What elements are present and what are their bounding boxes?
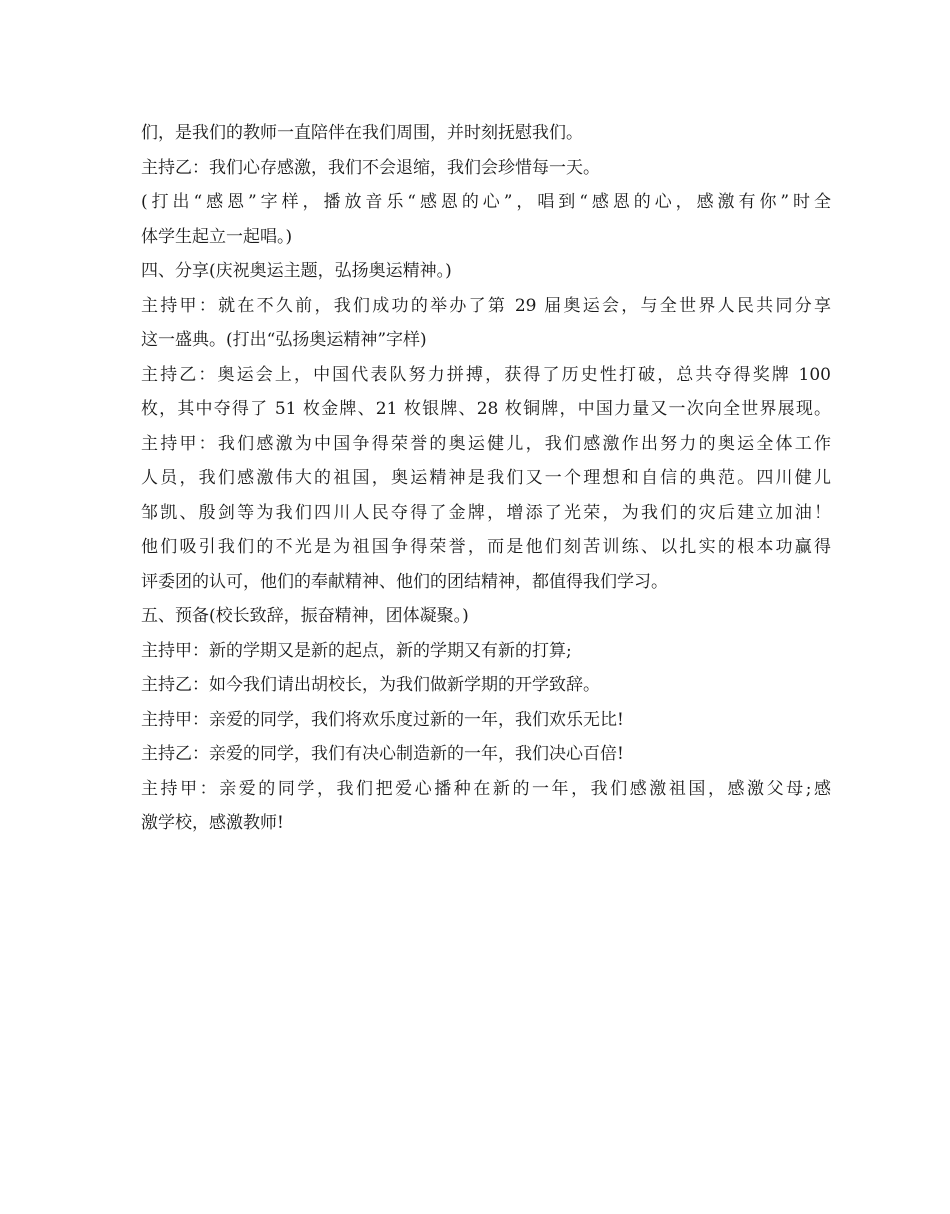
text-line: 主持乙：亲爱的同学，我们有决心制造新的一年，我们决心百倍! xyxy=(141,744,624,764)
text-line: 人员，我们感激伟大的祖国，奥运精神是我们又一个理想和自信的典范。四川健儿 xyxy=(141,468,831,488)
text-line: 主持甲：亲爱的同学，我们把爱心播种在新的一年，我们感激祖国，感激父母;感 xyxy=(141,778,831,799)
text-line: 主持甲：我们感激为中国争得荣誉的奥运健儿，我们感激作出努力的奥运全体工作 xyxy=(141,433,831,454)
text-line: 他们吸引我们的不光是为祖国争得荣誉，而是他们刻苦训练、以扎实的根本功赢得 xyxy=(141,537,831,557)
text-line: 激学校，感激教师! xyxy=(141,813,284,833)
section-heading: 四、分享(庆祝奥运主题，弘扬奥运精神。) xyxy=(141,261,452,281)
text-line: 体学生起立一起唱。) xyxy=(141,226,293,247)
text-line: 主持乙：我们心存感激，我们不会退缩，我们会珍惜每一天。 xyxy=(141,157,600,178)
text-line: 主持乙：如今我们请出胡校长，为我们做新学期的开学致辞。 xyxy=(141,675,600,695)
text-line: (打出“感恩”字样，播放音乐“感恩的心”，唱到“感恩的心，感激有你”时全 xyxy=(141,192,831,212)
text-line: 评委团的认可，他们的奉献精神、他们的团结精神，都值得我们学习。 xyxy=(141,571,668,592)
document-body xyxy=(141,116,831,841)
text-line: 这一盛典。(打出“弘扬奥运精神”字样) xyxy=(141,330,427,350)
text-line: 邹凯、殷剑等为我们四川人民夺得了金牌，增添了光荣，为我们的灾后建立加油！ xyxy=(141,502,831,523)
text-line: 主持乙：奥运会上，中国代表队努力拼搏，获得了历史性打破，总共夺得奖牌 100 xyxy=(141,364,831,385)
text-line: 主持甲：就在不久前，我们成功的举办了第 29 届奥运会，与全世界人民共同分享 xyxy=(141,295,831,316)
text-line: 们，是我们的教师一直陪伴在我们周围，并时刻抚慰我们。 xyxy=(141,123,583,143)
text-line: 枚，其中夺得了 51 枚金牌、21 枚银牌、28 枚铜牌，中国力量又一次向全世界展现。 xyxy=(141,399,831,419)
text-line: 主持甲：亲爱的同学，我们将欢乐度过新的一年，我们欢乐无比! xyxy=(141,709,624,730)
text-line: 主持甲：新的学期又是新的起点，新的学期又有新的打算; xyxy=(141,640,572,661)
section-heading: 五、预备(校长致辞，振奋精神，团体凝聚。) xyxy=(141,606,469,626)
